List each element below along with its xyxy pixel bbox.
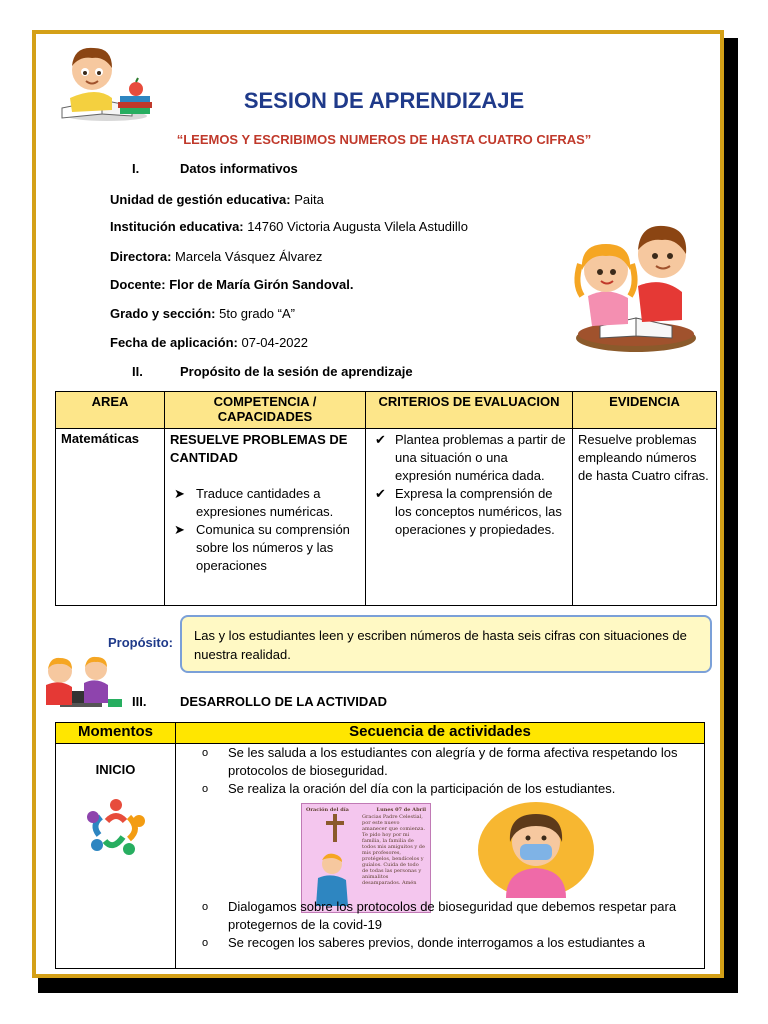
activities-table-header [56, 723, 705, 744]
header-evidencia: EVIDENCIA [573, 392, 717, 429]
arrow-bullet-icon: ➤ [174, 522, 185, 537]
circle-bullet-icon: o [202, 901, 209, 913]
table-row [56, 429, 717, 606]
activities-table [55, 722, 705, 969]
proposito-box: Las y los estudiantes leen y escriben números de hasta seis cifras con situaciones de nuestra realidad. [180, 615, 712, 673]
header-secuencia: Secuencia de actividades [176, 723, 705, 744]
info-docente: Docente: Flor de María Girón Sandoval. [110, 277, 354, 292]
purpose-table-header [56, 392, 717, 429]
list-item: ➤ Traduce cantidades a expresiones numéricas. [174, 486, 334, 519]
activity-images [176, 798, 698, 898]
activities-list-top [176, 744, 698, 798]
check-bullet-icon: ✔ [375, 486, 386, 501]
capacidades-list [170, 485, 360, 575]
section-number-1: I. [132, 161, 140, 176]
area-cell: Matemáticas [56, 429, 165, 606]
teamwork-circle-icon [85, 797, 147, 857]
list-item: ➤ Comunica su comprensión sobre los números y las operaciones [174, 522, 350, 573]
list-item: ✔ Expresa la comprensión de los conceptos numéricos, las operaciones y propiedades. [375, 486, 562, 537]
list-item: o Se les saluda a los estudiantes con alegría y de forma afectiva respetando los protocolos de bioseguridad. [202, 745, 678, 778]
section-number-2: II. [132, 364, 143, 379]
list-item: o Se recogen los saberes previos, donde interrogamos a los estudiantes a [202, 935, 645, 950]
prayer-card-text: Gracias Padre Celestial, por este nuevo amanecer que comienza. Te pido hoy por mi familia, la familia de todos mis amiguitos y de mis profesores, protégelos, bendícelos y guíalos. Cuida de todo de todas las personas y animalitos desamparados. Amén [362, 814, 426, 886]
activities-list-bottom [176, 898, 698, 952]
header-area: AREA [56, 392, 165, 429]
info-fecha: Fecha de aplicación: 07-04-2022 [110, 335, 308, 350]
list-item: o Dialogamos sobre los protocolos de bioseguridad que debemos respetar para protegernos de la covid-19 [202, 899, 677, 932]
circle-bullet-icon: o [202, 747, 209, 759]
list-item: o Se realiza la oración del día con la participación de los estudiantes. [202, 781, 616, 796]
kids-laptop-icon [38, 655, 124, 711]
list-item: ✔ Plantea problemas a partir de una situación o una expresión numérica dada. [375, 432, 566, 483]
arrow-bullet-icon: ➤ [174, 486, 185, 501]
cross-icon [326, 814, 344, 842]
header-criterios: CRITERIOS DE EVALUACION [366, 392, 573, 429]
info-directora: Directora: Marcela Vásquez Álvarez [110, 249, 323, 264]
children-reading-icon [570, 214, 702, 354]
check-bullet-icon: ✔ [375, 432, 386, 447]
document-subtitle: “LEEMOS Y ESCRIBIMOS NUMEROS DE HASTA CUATRO CIFRAS” [176, 132, 592, 147]
prayer-card [301, 803, 431, 913]
header-competencia: COMPETENCIA / CAPACIDADES [165, 392, 366, 429]
prayer-card-heading: Oración del día Lunes 07 de Abril [306, 807, 426, 813]
evidencia-cell: Resuelve problemas empleando números de hasta Cuatro cifras. [573, 429, 717, 606]
section-title-3: DESARROLLO DE LA ACTIVIDAD [180, 694, 388, 709]
section-title-1: Datos informativos [180, 161, 298, 176]
section-number-3: III. [132, 694, 147, 709]
info-unidad: Unidad de gestión educativa: Paita [110, 192, 324, 207]
moment-label: INICIO [95, 762, 136, 777]
circle-bullet-icon: o [202, 783, 209, 795]
criterios-cell [366, 429, 573, 606]
masked-girl-icon [476, 798, 594, 898]
proposito-label: Propósito: [108, 635, 173, 650]
competencia-cell [165, 429, 366, 606]
info-grado: Grado y sección: 5to grado “A” [110, 306, 295, 321]
activities-cell [176, 744, 705, 969]
document-title: SESION DE APRENDIZAJE [243, 88, 525, 113]
info-institucion: Institución educativa: 14760 Victoria Augusta Vilela Astudillo [110, 219, 468, 234]
purpose-table [55, 391, 717, 606]
circle-bullet-icon: o [202, 937, 209, 949]
competencia-title: RESUELVE PROBLEMAS DE CANTIDAD [170, 432, 348, 465]
criterios-list [371, 431, 567, 539]
section-title-2: Propósito de la sesión de aprendizaje [180, 364, 413, 379]
moment-cell [56, 744, 176, 969]
table-row [56, 744, 705, 969]
header-momentos: Momentos [56, 723, 176, 744]
